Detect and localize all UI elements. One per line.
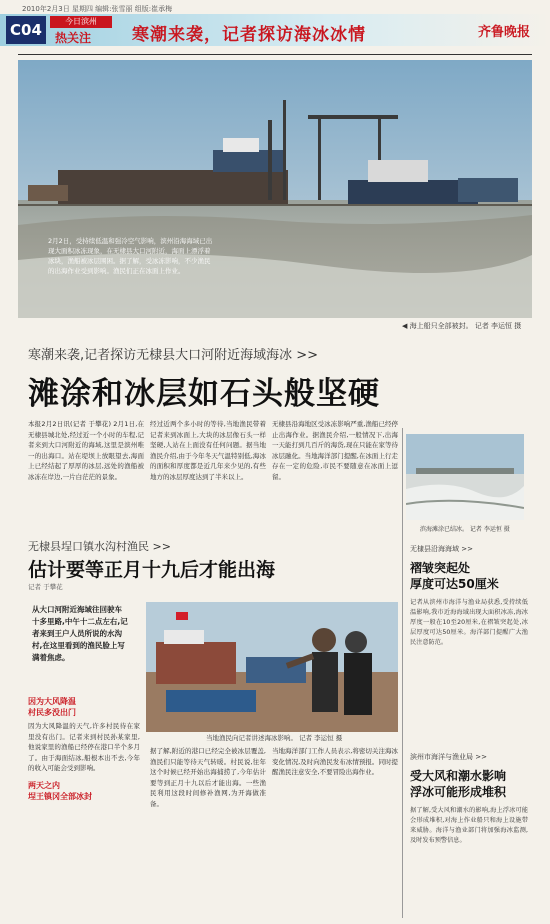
page-code: C04 xyxy=(6,16,46,44)
sidebar1-title: 褶皱突起处 厚度可达50厘米 xyxy=(410,561,499,591)
tidal-flat-photo xyxy=(406,434,524,520)
story2-body-1: 因为大风降温的天气,许多村民待在家里没有出门。记者来到村民孙某家里,他说家里的渔船已经停在港口半个多月了。由于海面结冰,船根本出不去,今年的收入可能会受到影响。 xyxy=(28,722,140,773)
story1-column-1: 本报2月2日讯(记者 于攀花) 2月1日,在无棣县城北处,经过近一个小时的车程,记者来到大口河附近的海域,这里是滨州唯一的出海口。站在堤坝上放眼望去,海面上已经结起了厚厚的冰层,远处的渔船被冰冻在岸边,一片白茫茫的景象。 xyxy=(28,420,144,481)
sidebar-story-2 xyxy=(410,752,528,846)
tidal-flat-illustration xyxy=(406,434,524,520)
page-meta: 2010年2月3日 星期四 编辑:张雪丽 组版:崔承梅 xyxy=(22,5,173,13)
tidal-flat-caption: 滨海滩涂已结冰。 记者 李运恒 摄 xyxy=(420,526,510,533)
story1-column-3: 无棣县沿海地区受冰冻影响严重,渔船已经停止出海作业。据渔民介绍,一般情况下,出海一天能打到几百斤的海货,现在只能在家等待冰层融化。当地海洋部门提醒,在冰面上行走存在一定的危险,市民不要随意在冰面上逗留。 xyxy=(272,420,398,481)
sidebar-divider xyxy=(402,428,403,918)
story2-column-3: 当地海洋部门工作人员表示,将密切关注海冰变化情况,及时向渔民发布冰情预报。同时提醒渔民注意安全,不要冒险出海作业。 xyxy=(272,747,398,777)
page-banner: 寒潮来袭，记者探访海冰冰情 xyxy=(132,25,366,45)
story1-headline: 滩涂和冰层如石头般坚硬 xyxy=(28,376,380,412)
subhead-frozen-harbor: 两天之内 埕王镇冈全部冰封 xyxy=(28,780,92,801)
harbor-photo-caption: 2月2日，受持续低温和强冷空气影响，滨州沿海海域已出现大面积冰冻现象，在无棣县大口河附近，海面上漂浮着冰块，渔船被冰层围困。据了解，受冰冻影响，不少渔民的出海作业受到影响。渔民们正在冰面上作业。 xyxy=(48,237,213,275)
harbor-photo-illustration xyxy=(18,60,532,318)
sidebar1-label: 无棣县沿海海域 >> xyxy=(410,545,473,553)
sidebar2-label: 滨州市海洋与渔业局 >> xyxy=(410,753,487,761)
fisherman-photo-illustration xyxy=(146,602,398,732)
sidebar2-body: 据了解,受大风和潮水的影响,海上浮冰可能会形成堆积,对海上作业船只和海上设施带来威胁。海洋与渔业部门将加强海冰监测,及时发布预警信息。 xyxy=(410,807,528,844)
section-sub: 热关注 xyxy=(55,31,92,45)
section-label: 今日滨州 xyxy=(50,16,112,28)
fisherman-photo xyxy=(146,602,398,732)
story2-column-1 xyxy=(28,696,140,918)
story2-headline: 估计要等正月十九后才能出海 xyxy=(28,559,276,581)
subhead-strong-wind: 因为大风降温 村民多没出门 xyxy=(28,697,76,717)
story1-column-2: 经过近两个多小时的等待,当地渔民带着记者来到冰面上,大块的冰层像石头一样坚硬,人站在上面没有任何问题。据当地渔民介绍,由于今年冬天气温特别低,海冰的面积和厚度都是近几年来少见的,有些地方的冰层厚度达到了半米以上。 xyxy=(150,420,266,481)
sidebar-story-1 xyxy=(410,544,528,648)
harbor-photo xyxy=(18,60,532,318)
header-rule xyxy=(18,54,532,55)
sidebar1-body: 记者从滨州市海洋与渔业局获悉,受持续低温影响,我市近海海域出现大面积冰冻,海冰厚度一般在10至20厘米,在褶皱突起处,冰层厚度可达50厘米。海洋部门提醒广大渔民注意防范。 xyxy=(410,599,528,646)
story1-subheadline: 寒潮来袭,记者探访无棣县大口河附近海域海冰 >> xyxy=(28,348,319,363)
story2-lede: 从大口河附近海域往回驶车十多里路,中午十二点左右,记者来到王户人员所说的水沟村,在这里看到的渔民脸上写满着焦虑。 xyxy=(32,605,128,662)
story2-subheadline: 无棣县埕口镇水沟村渔民 >> xyxy=(28,540,171,553)
story2-author: 记者 于攀花 xyxy=(28,583,63,591)
sidebar2-title: 受大风和潮水影响 浮冰可能形成堆积 xyxy=(410,769,507,799)
newspaper-logo: 齐鲁晚报 xyxy=(478,25,531,40)
story2-column-2: 据了解,附近的港口已经完全被冰层覆盖,渔民们只能等待天气转暖。村民说,往年这个时候已经开始出海捕捞了,今年估计要等到正月十九以后才能出海。一些渔民利用这段时间修补渔网,为开海做准备。 xyxy=(150,747,266,808)
fisherman-photo-caption: 当地渔民向记者讲述海冰影响。 记者 李运恒 摄 xyxy=(206,734,343,742)
harbor-photo-credit: ◀ 海上船只全部被封。 记者 李运恒 摄 xyxy=(402,322,522,330)
